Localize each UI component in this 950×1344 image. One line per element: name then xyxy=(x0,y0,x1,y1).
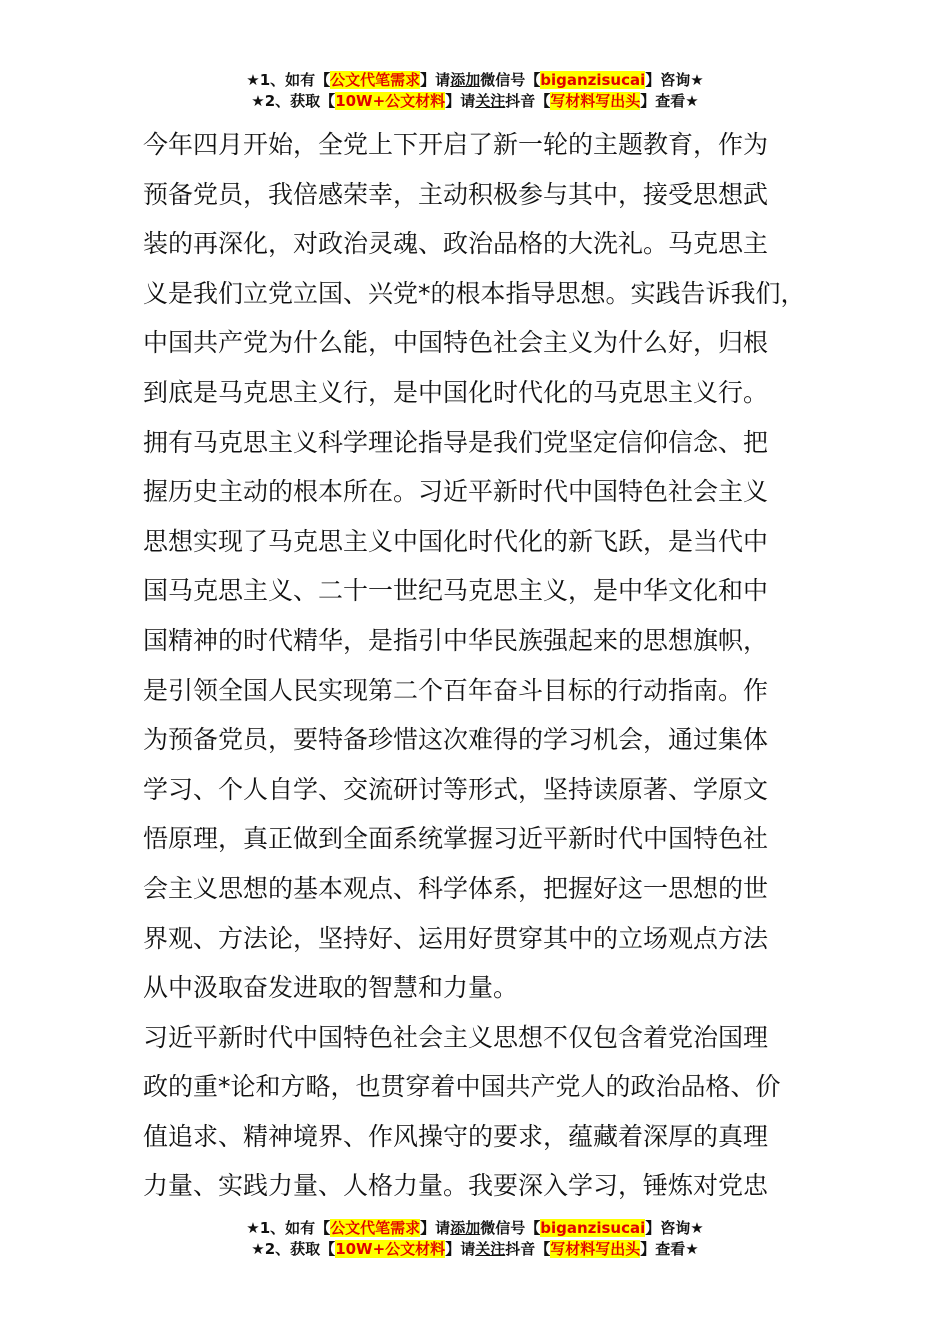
body-line: 为预备党员，要特备珍惜这次难得的学习机会，通过集体 xyxy=(143,725,769,755)
body-line: 会主义思想的基本观点、科学体系，把握好这一思想的世 xyxy=(143,873,769,903)
body-line: 装的再深化，对政治灵魂、政治品格的大洗礼。马克思主 xyxy=(143,229,769,259)
body-line: 政的重*论和方略，也贯穿着中国共产党人的政治品格、价 xyxy=(143,1072,781,1102)
banner-line-1 xyxy=(0,70,950,91)
banner-text: 微信号【 xyxy=(480,71,541,89)
body-line: 界观、方法论，坚持好、运用好贯穿其中的立场观点方法 xyxy=(143,923,769,953)
body-line: 到底是马克思主义行，是中国化时代化的马克思主义行。 xyxy=(143,377,769,407)
banner-text: ★2、获取【 xyxy=(251,1240,336,1258)
body-line: 值追求、精神境界、作风操守的要求，蕴藏着深厚的真理 xyxy=(143,1121,769,1151)
banner-line-2 xyxy=(0,91,950,112)
banner-text: 】请 xyxy=(445,92,476,110)
highlight-text: 公文代笔需求 xyxy=(330,71,421,89)
highlight-text: 10W+公文材料 xyxy=(335,92,446,110)
body-line: 国精神的时代精华，是指引中华民族强起来的思想旗帜， xyxy=(143,625,769,655)
body-line: 从中汲取奋发进取的智慧和力量。 xyxy=(143,973,519,1003)
banner-text: 微信号【 xyxy=(480,1219,541,1237)
underlined-text: 添加 xyxy=(450,1219,481,1237)
wechat-id: biganzisucai xyxy=(540,71,646,89)
banner-line-2 xyxy=(0,1239,950,1260)
banner-text: ★1、如有【 xyxy=(246,71,331,89)
banner-text: 】请 xyxy=(445,1240,476,1258)
banner-text: 抖音【 xyxy=(505,1240,551,1258)
banner-text: ★2、获取【 xyxy=(251,92,336,110)
banner-text: 】查看★ xyxy=(640,1240,699,1258)
underlined-text: 关注 xyxy=(475,92,506,110)
body-line: 悟原理，真正做到全面系统掌握习近平新时代中国特色社 xyxy=(143,824,769,854)
body-line: 习近平新时代中国特色社会主义思想不仅包含着党治国理 xyxy=(143,1022,769,1052)
banner-text: ★1、如有【 xyxy=(246,1219,331,1237)
banner-text: 】请 xyxy=(420,1219,451,1237)
underlined-text: 添加 xyxy=(450,71,481,89)
underlined-text: 关注 xyxy=(475,1240,506,1258)
body-line: 思想实现了马克思主义中国化时代化的新飞跃，是当代中 xyxy=(143,526,769,556)
body-line: 拥有马克思主义科学理论指导是我们党坚定信仰信念、把 xyxy=(143,427,769,457)
highlight-text: 公文代笔需求 xyxy=(330,1219,421,1237)
banner-text: 抖音【 xyxy=(505,92,551,110)
douyin-id: 写材料写出头 xyxy=(550,1240,641,1258)
banner-text: 】请 xyxy=(420,71,451,89)
banner-text: 】咨询★ xyxy=(645,71,704,89)
banner-text: 】查看★ xyxy=(640,92,699,110)
banner-text: 】咨询★ xyxy=(645,1219,704,1237)
body-line: 今年四月开始，全党上下开启了新一轮的主题教育，作为 xyxy=(143,130,769,159)
banner-line-1 xyxy=(0,1218,950,1239)
douyin-id: 写材料写出头 xyxy=(550,92,641,110)
body-line: 学习、个人自学、交流研讨等形式，坚持读原著、学原文 xyxy=(143,774,769,804)
body-line: 国马克思主义、二十一世纪马克思主义，是中华文化和中 xyxy=(143,576,769,606)
header-banner xyxy=(0,70,950,112)
wechat-id: biganzisucai xyxy=(540,1219,646,1237)
highlight-text: 10W+公文材料 xyxy=(335,1240,446,1258)
body-line: 握历史主动的根本所在。习近平新时代中国特色社会主义 xyxy=(143,477,769,507)
footer-banner xyxy=(0,1218,950,1260)
body-line: 力量、实践力量、人格力量。我要深入学习，锤炼对党忠 xyxy=(143,1171,769,1201)
body-line: 预备党员，我倍感荣幸，主动积极参与其中，接受思想武 xyxy=(143,179,769,209)
document-body xyxy=(143,120,813,1211)
body-line: 是引领全国人民实现第二个百年奋斗目标的行动指南。作 xyxy=(143,675,769,705)
body-line: 义是我们立党立国、兴党*的根本指导思想。实践告诉我们， xyxy=(143,278,806,308)
body-line: 中国共产党为什么能，中国特色社会主义为什么好，归根 xyxy=(143,328,769,358)
